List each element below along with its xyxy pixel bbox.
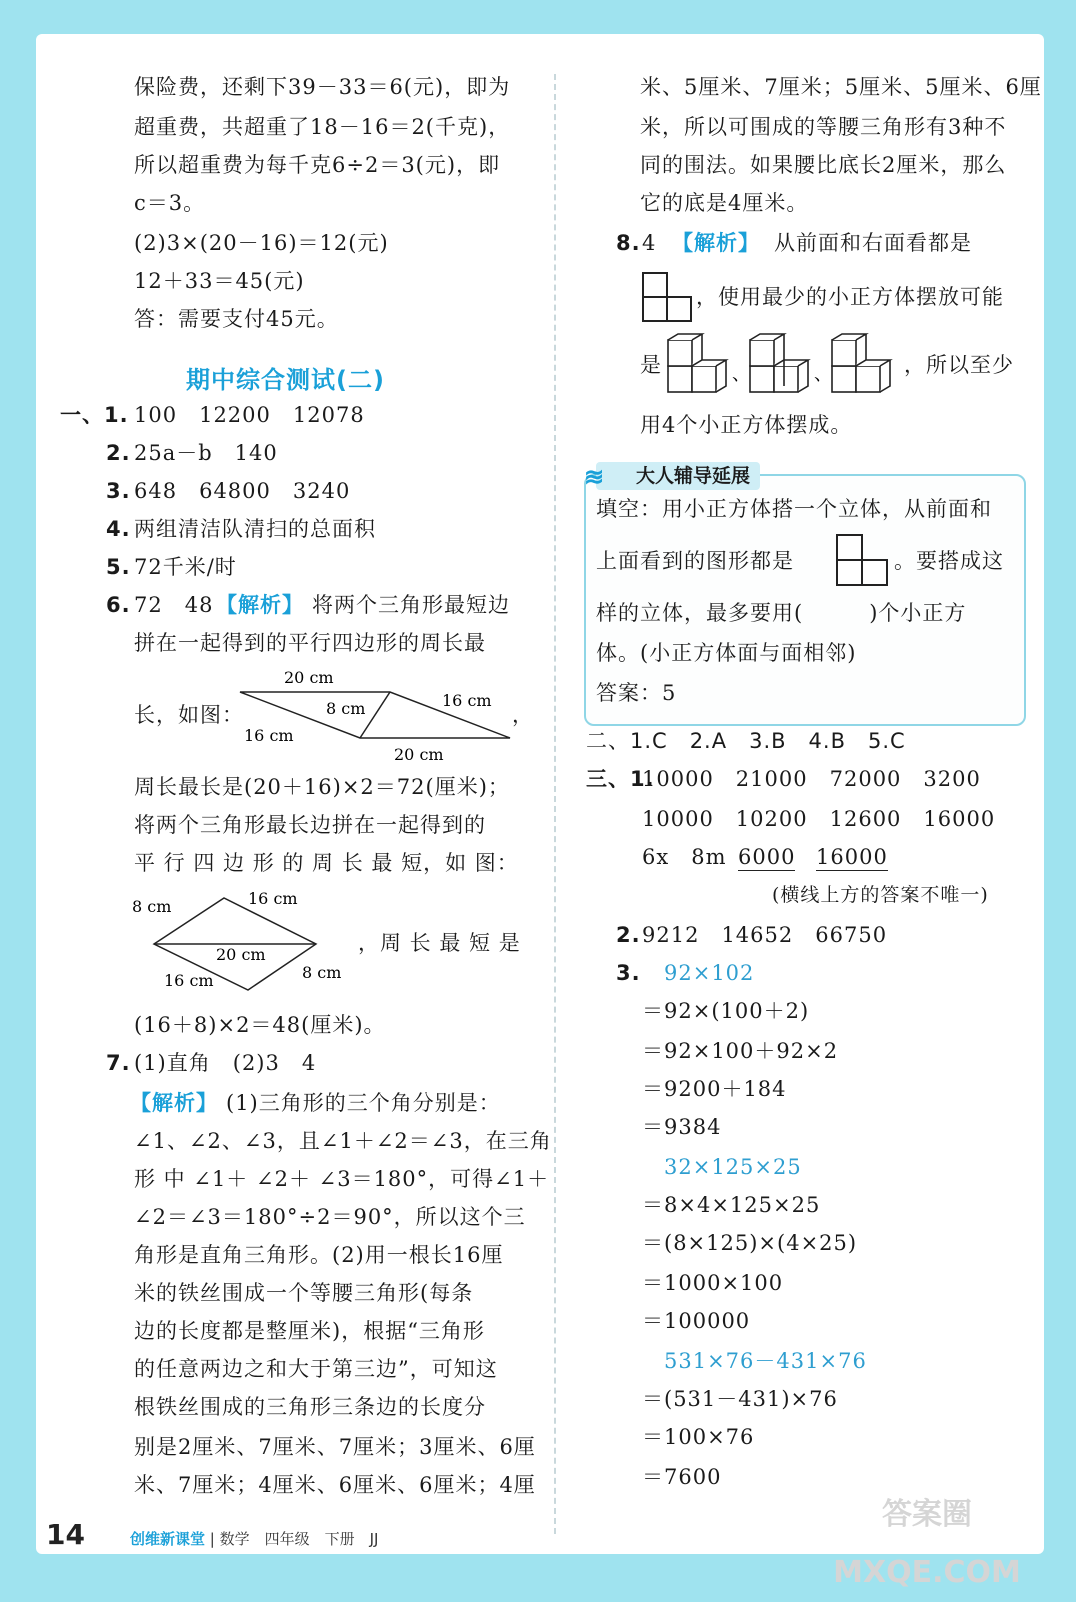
question-number: 一、1. xyxy=(60,403,129,427)
text-line: 答：需要支付45元。 xyxy=(134,307,339,331)
text-line: 平 行 四 边 形 的 周 长 最 短，如 图： xyxy=(134,851,519,875)
section-title: 期中综合测试(二) xyxy=(186,366,385,394)
text-line: (1)三角形的三个角分别是： xyxy=(226,1091,501,1115)
expression: 531×76－431×76 xyxy=(664,1349,867,1373)
cube-arrangements-icon xyxy=(666,332,904,398)
fig2-label-bl: 16 cm xyxy=(164,971,214,990)
text-line: 的任意两边之和大于第三边”，可知这 xyxy=(134,1357,498,1381)
text-line: (2)3×(20－16)＝12(元) xyxy=(134,231,389,255)
wave-icon: ≋ xyxy=(584,462,605,491)
underlined-answer: 16000 xyxy=(816,845,888,869)
answer: 10000 10200 12600 16000 xyxy=(642,807,996,831)
fig2-label-top: 16 cm xyxy=(248,889,298,908)
text-line: 周长最长是(20＋16)×2＝72(厘米)； xyxy=(134,775,510,799)
svg-text:、: 、 xyxy=(732,364,750,385)
fig1-label-mid: 8 cm xyxy=(326,699,366,718)
text-line: 12＋33＝45(元) xyxy=(134,269,305,293)
step: ＝92×(100＋2) xyxy=(642,999,810,1023)
text-line: 用4个小正方体摆成。 xyxy=(640,413,853,437)
footer-brand xyxy=(130,1528,378,1549)
underlined-answer: 6000 xyxy=(738,845,796,869)
fig1-label-right: 16 cm xyxy=(442,691,492,710)
fig2-label-mid: 20 cm xyxy=(216,945,266,964)
parallelogram-figure-1 xyxy=(226,664,526,764)
answer: 72千米/时 xyxy=(134,555,237,579)
tip-text: 样的立体，最多要用( )个小正方 xyxy=(596,601,967,625)
text-line: ∠2＝∠3＝180°÷2＝90°，所以这个三 xyxy=(134,1205,526,1229)
analysis-tag: 【解析】 xyxy=(130,1091,218,1115)
note: (横线上方的答案不唯一) xyxy=(772,884,989,906)
text-line: c＝3。 xyxy=(134,191,206,215)
text-line: ∠1、∠2、∠3，且∠1＋∠2＝∠3，在三角 xyxy=(134,1129,552,1153)
text-line: 米的铁丝围成一个等腰三角形(每条 xyxy=(134,1281,474,1305)
answer: 100 12200 12078 xyxy=(134,403,365,427)
fig1-label-left: 16 cm xyxy=(244,726,294,745)
answer: 648 64800 3240 xyxy=(134,479,351,503)
question-number: 8. xyxy=(616,231,641,255)
l-shape-view-icon xyxy=(642,272,694,324)
text-line: ，周 长 最 短 是 xyxy=(358,931,521,955)
answer: 25a－b 140 xyxy=(134,441,278,465)
text-line: 保险费，还剩下39－33＝6(元)，即为 xyxy=(134,75,511,99)
answer: 两组清洁队清扫的总面积 xyxy=(134,517,376,541)
answer: 4 xyxy=(642,231,657,255)
text-line: 边的长度都是整厘米)，根据“三角形 xyxy=(134,1319,485,1343)
step: ＝8×4×125×25 xyxy=(642,1193,821,1217)
text-line: ，使用最少的小正方体摆放可能 xyxy=(696,285,1004,309)
text-line: 它的底是4厘米。 xyxy=(640,191,809,215)
expression: 32×125×25 xyxy=(664,1155,802,1179)
answer: 10000 21000 72000 3200 xyxy=(642,767,981,791)
question-number: 4. xyxy=(106,517,131,541)
tip-text: 答案：5 xyxy=(596,681,677,705)
text-line: 将两个三角形最长边拼在一起得到的 xyxy=(134,813,486,837)
fig2-label-br: 8 cm xyxy=(302,963,342,982)
text-line: 米，所以可围成的等腰三角形有3种不 xyxy=(640,115,1007,139)
text-line: 形 中 ∠1＋ ∠2＋ ∠3＝180°，可得∠1＋ xyxy=(134,1167,550,1191)
book-info: | 数学 四年级 下册 JJ xyxy=(209,1530,379,1548)
text-line: 米、7厘米；4厘米、6厘米、6厘米；4厘 xyxy=(134,1473,536,1497)
tip-text: 。要搭成这 xyxy=(894,549,1004,573)
text-line: 别是2厘米、7厘米、7厘米；3厘米、6厘 xyxy=(134,1435,536,1459)
step: ＝(531－431)×76 xyxy=(642,1387,838,1411)
svg-text:、: 、 xyxy=(814,364,832,385)
fig2-label-tl: 8 cm xyxy=(132,897,172,916)
question-number: 6. xyxy=(106,593,131,617)
step: ＝92×100＋92×2 xyxy=(642,1039,839,1063)
analysis-tag: 【解析】 xyxy=(672,231,760,255)
question-number: 3. xyxy=(616,961,641,985)
brand-name: 创维新课堂 xyxy=(130,1530,206,1548)
step: ＝9384 xyxy=(642,1115,722,1139)
step: ＝7600 xyxy=(642,1465,722,1489)
comma: ， xyxy=(512,703,534,727)
page-number: 14 xyxy=(46,1518,85,1551)
tip-text: 上面看到的图形都是 xyxy=(596,549,794,573)
step: ＝9200＋184 xyxy=(642,1077,787,1101)
text-line: 从前面和右面看都是 xyxy=(774,231,972,255)
question-number: 7. xyxy=(106,1051,131,1075)
l-shape-view-icon xyxy=(836,534,890,588)
question-number: 三、1. xyxy=(586,767,655,791)
step: ＝100000 xyxy=(642,1309,751,1333)
text-line: 根铁丝围成的三角形三条边的长度分 xyxy=(134,1395,486,1419)
watermark: 答案圈 MXQE.COM xyxy=(833,1497,1021,1590)
text-line: ，所以至少 xyxy=(904,353,1014,377)
fig1-label-top: 20 cm xyxy=(284,668,334,687)
tip-text: 填空：用小正方体搭一个立体，从前面和 xyxy=(596,497,992,521)
text-line: 同的围法。如果腰比底长2厘米，那么 xyxy=(640,153,1007,177)
answer: 9212 14652 66750 xyxy=(642,923,888,947)
text-line: 超重费，共超重了18－16＝2(千克)， xyxy=(134,115,511,139)
footer xyxy=(46,1518,379,1551)
question-number: 2. xyxy=(616,923,641,947)
question-number: 3. xyxy=(106,479,131,503)
text-line: 将两个三角形最短边 xyxy=(312,593,510,617)
text-line: 是 xyxy=(640,353,662,377)
answer: 72 48 xyxy=(134,593,214,617)
answer: (1)直角 (2)3 4 xyxy=(134,1051,317,1075)
fig1-label-bottom: 20 cm xyxy=(394,745,444,764)
text-line: 拼在一起得到的平行四边形的周长最 xyxy=(134,631,486,655)
answer: 二、1.C 2.A 3.B 4.B 5.C xyxy=(586,729,906,753)
text-line: (16＋8)×2＝48(厘米)。 xyxy=(134,1013,386,1037)
step: ＝(8×125)×(4×25) xyxy=(642,1231,858,1255)
question-number: 5. xyxy=(106,555,131,579)
tip-title: 大人辅导延展 xyxy=(596,462,760,490)
text-line: 长，如图： xyxy=(134,703,244,727)
step: ＝1000×100 xyxy=(642,1271,784,1295)
question-number: 2. xyxy=(106,441,131,465)
parallelogram-figure-2 xyxy=(130,882,360,1002)
analysis-tag: 【解析】 xyxy=(216,593,304,617)
page xyxy=(36,34,1044,1590)
tip-text: 体。(小正方体面与面相邻) xyxy=(596,641,857,665)
column-divider xyxy=(554,74,556,1534)
answer: 6x 8m xyxy=(642,845,727,869)
text-line: 角形是直角三角形。(2)用一根长16厘 xyxy=(134,1243,504,1267)
text-line: 米、5厘米、7厘米；5厘米、5厘米、6厘 xyxy=(640,75,1042,99)
text-line: 所以超重费为每千克6÷2＝3(元)，即 xyxy=(134,153,501,177)
expression: 92×102 xyxy=(664,961,755,985)
step: ＝100×76 xyxy=(642,1425,755,1449)
